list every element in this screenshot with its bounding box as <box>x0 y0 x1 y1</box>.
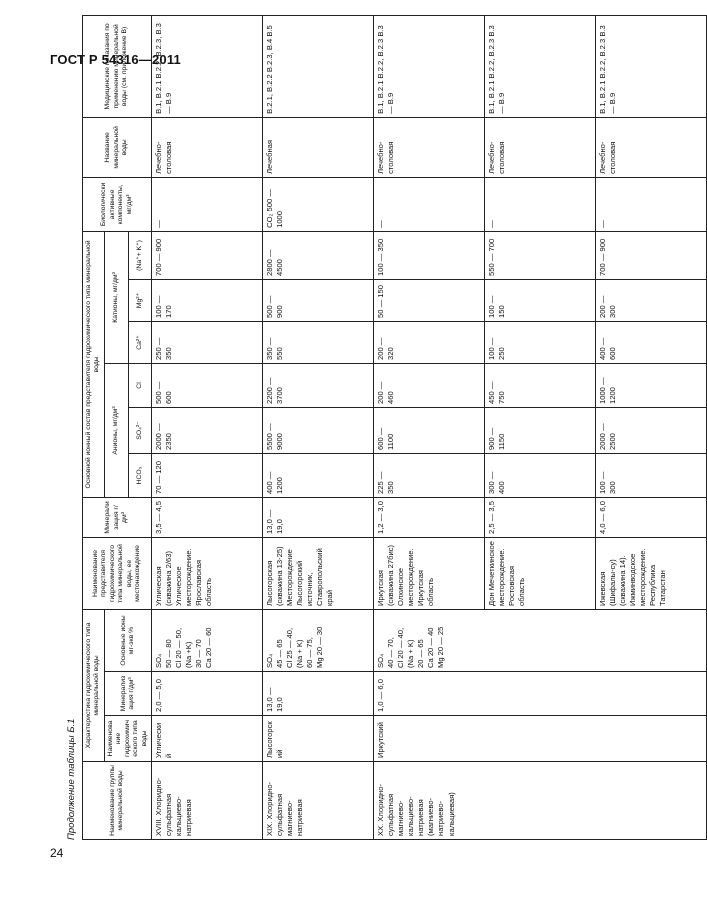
cell-hco3: 100 — 300 <box>596 453 707 497</box>
cell-mineralization: 13,0 — 19,0 <box>263 672 374 716</box>
cell-ca: 350 — 550 <box>263 321 374 363</box>
cell-bioactive: — <box>152 177 263 231</box>
table-row <box>152 15 263 839</box>
header-main-ions: Основные ионы мг-экв % <box>104 609 151 671</box>
cell-rep-mineralization: 1,2 — 3,0 <box>374 497 485 537</box>
cell-representative: Иркутская (скважина 27бис) Олхинское месторождение. Иркутская область <box>374 537 485 609</box>
cell-mineralization: 1,0 — 6,0 <box>374 672 707 716</box>
cell-nak: 550 — 700 <box>485 231 596 279</box>
cell-representative: Углическая (скважина 2/63) Углическое месторождение. Ярославская область <box>152 537 263 609</box>
cell-hco3: 400 — 1200 <box>263 453 374 497</box>
cell-rep-mineralization: 3,5 — 4,5 <box>152 497 263 537</box>
page-number: 24 <box>50 846 64 860</box>
header-so4: SO₄²⁻ <box>128 407 152 453</box>
cell-rep-mineralization: 4,0 — 6,0 <box>596 497 707 537</box>
cell-so4: 2000 — 2350 <box>152 407 263 453</box>
cell-cl: 500 — 600 <box>152 363 263 407</box>
cell-rep-mineralization: 13,0 — 19,0 <box>263 497 374 537</box>
cell-indications: В.1, В.2.1 В.2.2, В.2.3 В.3 — В.9 <box>374 15 485 117</box>
table-caption: Продолжение таблицы Б.1 <box>66 718 77 840</box>
cell-mineralization: 2,0 — 5,0 <box>152 672 263 716</box>
header-nak: (Na⁺+ K⁺) <box>128 231 152 279</box>
header-anions: Анионы, мг/дм³ <box>104 363 128 497</box>
cell-type: Лысогорский <box>263 716 374 762</box>
cell-bioactive: CO₂ 500 — 1000 <box>263 177 374 231</box>
header-characteristic: Характеристика гидрохимического типа минеральной воды <box>83 609 105 761</box>
cell-indications: В.1, В.2.1 В.2.2, В.2.3, В.3 — В.9 <box>152 15 263 117</box>
cell-representative: Дон Мечеткинское месторождение. Ростовская область <box>485 537 596 609</box>
cell-indications: В.1, В.2.1 В.2.2, В.2.3 В.3 — В.9 <box>485 15 596 117</box>
cell-water-name: Лечебная <box>263 117 374 177</box>
cell-rep-mineralization: 2,5 — 3,5 <box>485 497 596 537</box>
cell-nak: 100 — 350 <box>374 231 485 279</box>
cell-mg: 100 — 170 <box>152 279 263 321</box>
cell-so4: 600 — 1100 <box>374 407 485 453</box>
cell-cl: 450 — 750 <box>485 363 596 407</box>
cell-water-name: Лечебно-столовая <box>485 117 596 177</box>
cell-ions: SO₄ 45 — 65 Cl 25 — 40, (Na + K) 60 — 75, Mg 20 — 30 <box>263 609 374 671</box>
cell-mg: 100 — 150 <box>485 279 596 321</box>
cell-so4: 2000 — 2500 <box>596 407 707 453</box>
header-cations: Катионы, мг/дм³ <box>104 231 128 363</box>
cell-cl: 2200 — 3700 <box>263 363 374 407</box>
header-cl: Cl <box>128 363 152 407</box>
cell-ions: SO₄ 50 — 80 Cl 20 — 50, (Na +K) 30 — 70 Ca 20 — 60 <box>152 609 263 671</box>
cell-cl: 1000 — 1200 <box>596 363 707 407</box>
cell-representative: Ижевская (Шифалы-су) (скважина 14). Ижминводское месторождение. Республика Татарстан <box>596 537 707 609</box>
cell-group: XIX. Хлоридно-сульфатная магниево-натриевая <box>263 762 374 840</box>
cell-group: XVIII. Хлоридно-сульфатная кальциево-натриевая <box>152 762 263 840</box>
cell-bioactive: — <box>374 177 485 231</box>
cell-water-name: Лечебно-столовая <box>596 117 707 177</box>
cell-type: Иркутский <box>374 716 707 762</box>
rotated-table-block <box>66 16 668 840</box>
cell-so4: 5500 — 9000 <box>263 407 374 453</box>
cell-bioactive: — <box>485 177 596 231</box>
cell-cl: 200 — 460 <box>374 363 485 407</box>
cell-ca: 250 — 350 <box>152 321 263 363</box>
header-group-name: Наименование группы минеральной воды <box>83 762 152 840</box>
header-representative: Наименование представителя гидрохимического типа минеральной воды, ее местонахождение <box>83 537 152 609</box>
cell-ca: 400 — 600 <box>596 321 707 363</box>
cell-hco3: 70 — 120 <box>152 453 263 497</box>
header-hco3: HCO₃ <box>128 453 152 497</box>
cell-indications: В.1, В.2.1 В.2.2, В.2.3 В.3 — В.9 <box>596 15 707 117</box>
mineral-water-table <box>82 15 707 840</box>
cell-water-name: Лечебно-столовая <box>152 117 263 177</box>
header-type-name: Наименование гидрохимического типа воды <box>104 716 151 762</box>
cell-hco3: 300 — 400 <box>485 453 596 497</box>
cell-type: Углический <box>152 716 263 762</box>
cell-nak: 2800 — 4500 <box>263 231 374 279</box>
cell-indications: В.2.1, В.2.2 В.2.3, В.4 В.5 <box>263 15 374 117</box>
cell-ca: 200 — 320 <box>374 321 485 363</box>
cell-hco3: 225 — 350 <box>374 453 485 497</box>
header-bioactive: Биологически активные компоненты, мг/дм³ <box>83 177 152 231</box>
cell-mg: 500 — 900 <box>263 279 374 321</box>
cell-so4: 900 — 1150 <box>485 407 596 453</box>
cell-water-name: Лечебно-столовая <box>374 117 485 177</box>
header-water-name: Название минеральной воды <box>83 117 152 177</box>
cell-mg: 200 — 300 <box>596 279 707 321</box>
cell-nak: 700 — 900 <box>152 231 263 279</box>
header-ca: Ca²⁺ <box>128 321 152 363</box>
header-mg: Mg²⁺ <box>128 279 152 321</box>
cell-group: XX. Хлоридно-сульфатная магниево-кальциево-натриевая (магниево-натриево-кальциевая) <box>374 762 707 840</box>
cell-ca: 100 — 250 <box>485 321 596 363</box>
cell-ions: SO₄ 40 — 70, Cl 20 — 40, (Na + K) 20 — 65 Ca 20 — 40 Mg 20 — 25 <box>374 609 707 671</box>
cell-mg: 50 — 150 <box>374 279 485 321</box>
cell-bioactive: — <box>596 177 707 231</box>
header-mineralization: Минерализация г/дм³ <box>104 672 151 716</box>
table-row <box>263 15 374 839</box>
header-composition: Основной ионный состав представителя гидрохимического типа минеральной воды <box>83 231 105 497</box>
header-rep-mineralization: Минерализация г/дм³ <box>83 497 152 537</box>
cell-nak: 700 — 900 <box>596 231 707 279</box>
table-row <box>374 15 485 839</box>
cell-representative: Лысогорская (скважина 13-25) Месторождение Лысогорский источник, Ставропольский край <box>263 537 374 609</box>
document-header: ГОСТ Р 54316—2011 <box>50 52 181 67</box>
header-indications: Медицинские показания по применению минеральной воды (см. приложение В) <box>83 15 152 117</box>
